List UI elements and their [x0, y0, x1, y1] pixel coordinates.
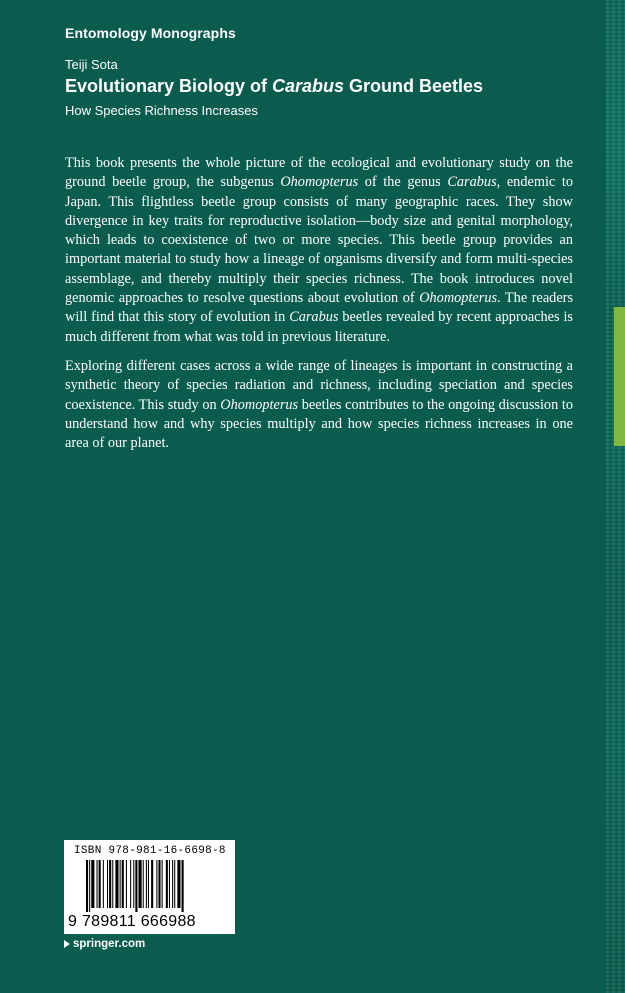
barcode-bars: [86, 860, 210, 912]
cover-edge-texture: [606, 0, 625, 993]
title-genus: Carabus: [272, 76, 345, 96]
publisher-link[interactable]: [64, 938, 145, 950]
publisher-url: springer.com: [73, 938, 146, 950]
author-name: Teiji Sota: [65, 57, 118, 72]
blurb-paragraph: This book presents the whole picture of the ecological and evolutionary study on the ground beetle group, the subgenus Ohomopterus of the genus Carabus, endemic to Japan. This flightless beetle group consists of many geographic races. They show divergence in key traits for reproductive isolation—body size and genital morphology, which leads to coexistence of two or more species. This beetle group provides an important material to study how a lineage of organisms diversify and form multi-species assemblage, and thereby multiply their species richness. The book introduces novel genomic approaches to resolve questions about evolution of Ohomopterus. The readers will find that this story of evolution in Carabus beetles revealed by recent approaches is much different from what was told in previous literature.: [65, 155, 574, 345]
blurb-paragraph: Exploring different cases across a wide range of lineages is important in constructing a synthetic theory of species radiation and richness, including speciation and species coexistence. This study on Ohomopterus beetles contributes to the ongoing discussion to understand how and why species multiply and how species richness increases in one area of our planet.: [65, 357, 573, 452]
book-title: Evolutionary Biology of Carabus Ground Beetles: [65, 76, 484, 96]
series-color-tab: [614, 307, 625, 446]
book-subtitle: How Species Richness Increases: [65, 103, 258, 118]
series-name: Entomology Monographs: [65, 25, 236, 41]
blurb-text: [65, 154, 573, 463]
arrow-right-icon: [64, 940, 70, 948]
isbn-barcode: [64, 840, 235, 934]
barcode-digits: 9 789811 666988: [68, 913, 196, 930]
isbn-label: ISBN 978-981-16-6698-8: [74, 845, 226, 857]
